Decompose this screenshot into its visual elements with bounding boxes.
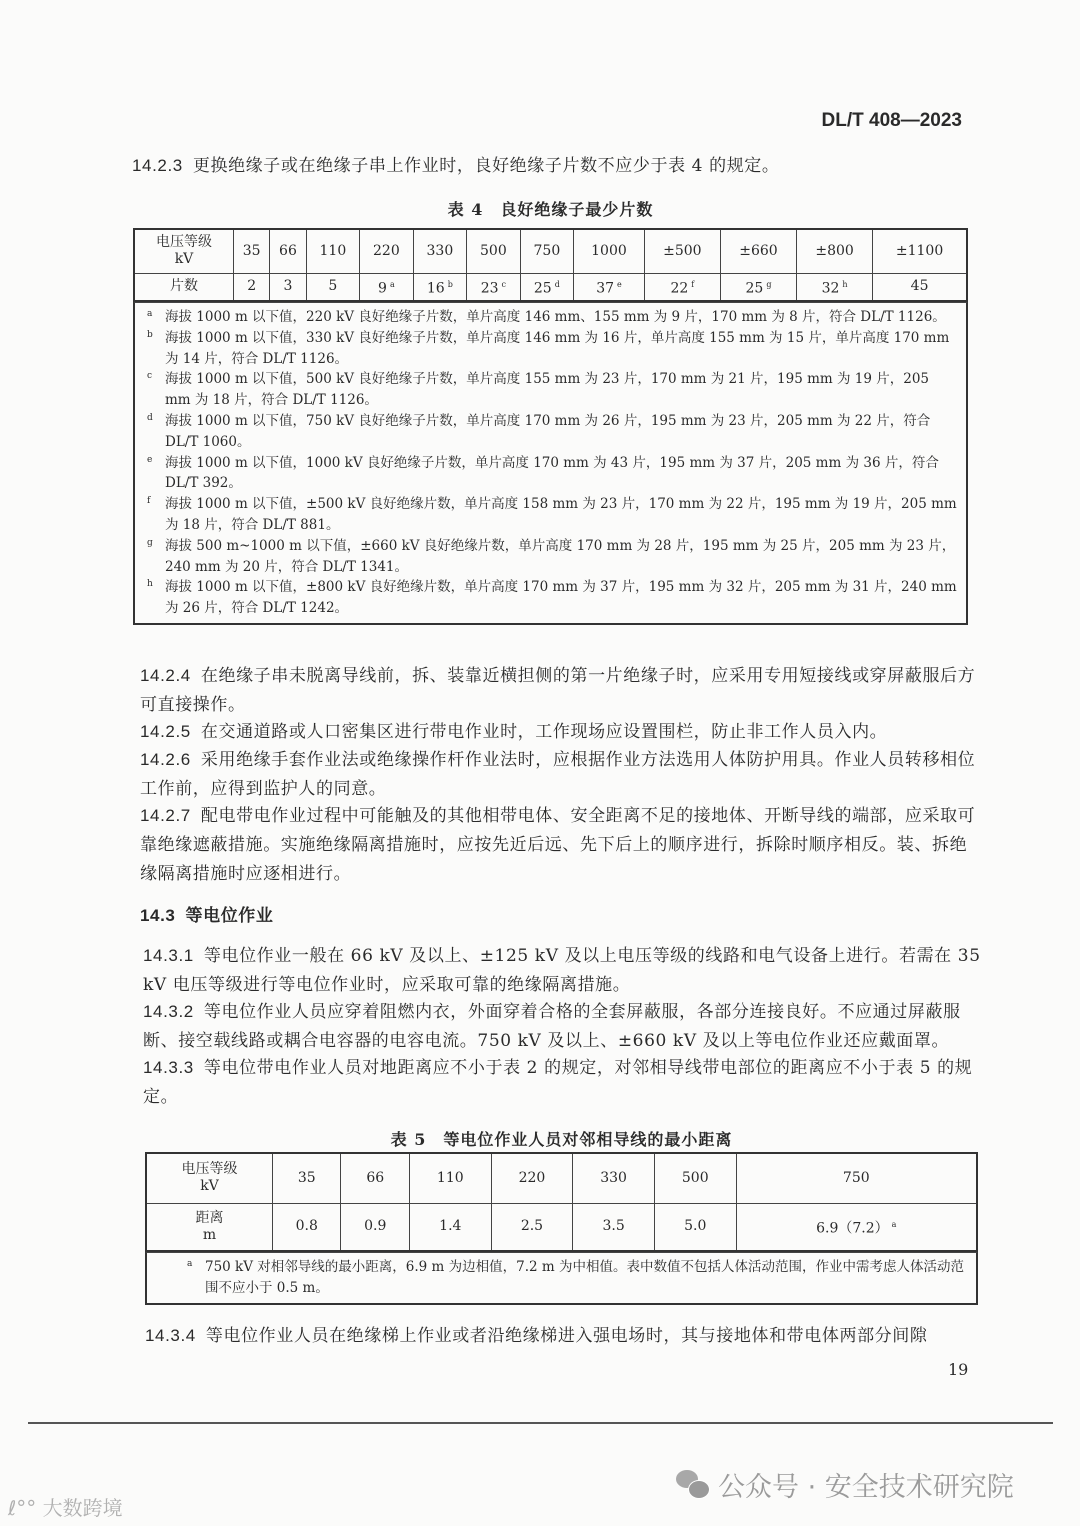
clause-14-2-7: 14.2.7 配电带电作业过程中可能触及的其他相带电体、安全距离不足的接地体、开断导线的端部，应采取可靠绝缘遮蔽措施。实施绝缘隔离措施时，应按先近后远、先下后上的顺序进行，拆除时顺序相反。装、拆绝缘隔离措施时应逐相进行。	[140, 806, 976, 884]
footnote-text: 海拔 1000 m 以下值，750 kV 良好绝缘子片数，单片高度 170 mm 为 26 片，195 mm 为 23 片，205 mm 为 22 片，符合 DL/T 1060。	[165, 412, 931, 450]
distance-cell	[409, 1203, 491, 1251]
count-value: 5	[328, 278, 338, 295]
corner-watermark: ℓ°° 大数跨境	[8, 1496, 123, 1520]
voltage-cell: 220	[360, 229, 414, 273]
table-note	[147, 411, 958, 453]
voltage-cell: 220	[491, 1153, 573, 1203]
count-cell	[520, 273, 574, 301]
count-value: 22	[670, 280, 689, 297]
page-number: 19	[948, 1360, 969, 1379]
footnote-mark: b	[147, 329, 153, 340]
distance-value: 0.8	[295, 1218, 318, 1235]
table-note	[147, 453, 958, 495]
footnote-mark: d	[147, 412, 153, 423]
distance-value: 5.0	[684, 1218, 707, 1235]
voltage-cell: 66	[341, 1153, 409, 1203]
voltage-cell: ±500	[644, 229, 720, 273]
wechat-icon	[676, 1470, 710, 1500]
footnote-text: 海拔 1000 m 以下值，±500 kV 良好绝缘片数，单片高度 158 mm 为 23 片，170 mm 为 22 片，195 mm 为 19 片，205 mm 为 18 片，符合 DL/T 881。	[165, 496, 957, 533]
table-note	[147, 369, 958, 411]
count-cell	[360, 273, 414, 301]
distance-value: 0.9	[364, 1218, 387, 1235]
row-header-distance: 距离 m	[146, 1203, 273, 1251]
footnote-text: 海拔 500 m~1000 m 以下值，±660 kV 良好绝缘片数，单片高度 170 mm 为 28 片，195 mm 为 25 片，205 mm 为 23 片，240 mm 为 20 片，符合 DL/T 1341。	[165, 537, 956, 575]
count-cell	[270, 273, 306, 301]
table-note	[147, 307, 958, 328]
voltage-cell: 110	[409, 1153, 491, 1203]
count-value: 32	[821, 280, 840, 297]
voltage-cell: 66	[270, 229, 306, 273]
table-4-notes	[133, 302, 968, 625]
voltage-cell: 1000	[574, 229, 645, 273]
distance-value: 2.5	[520, 1218, 544, 1235]
footnote-mark: b	[447, 279, 453, 289]
voltage-cell: 110	[306, 229, 360, 273]
clause-14-3-2: 14.3.2 等电位作业人员应穿着阻燃内衣，外面穿着合格的全套屏蔽服，各部分连接良好。不应通过屏蔽服断、接空载线路或耦合电容器的电容电流。750 kV 及以上、±660 kV 及以上等电位作业还应戴面罩。	[143, 1002, 961, 1051]
voltage-cell: ±1100	[873, 229, 967, 273]
footnote-mark: g	[147, 537, 153, 548]
clause-14-2-4: 14.2.4 在绝缘子串未脱离导线前，拆、装靠近横担侧的第一片绝缘子时，应采用专用短接线或穿屏蔽服后方可直接操作。	[140, 666, 976, 715]
count-cell	[467, 273, 521, 301]
clause-text: 更换绝缘子或在绝缘子串上作业时，良好绝缘子片数不应少于表 4 的规定。	[192, 156, 780, 176]
count-value: 3	[283, 278, 293, 295]
footnote-text: 海拔 1000 m 以下值，±800 kV 良好绝缘片数，单片高度 170 mm 为 37 片，195 mm 为 32 片，205 mm 为 31 片，240 mm 为 26 片，符合 DL/T 1242。	[165, 579, 957, 617]
footnote-mark: a	[891, 1219, 897, 1229]
footnote-mark: e	[147, 454, 153, 465]
footnote-mark: a	[147, 309, 153, 319]
count-value: 25	[533, 280, 552, 297]
footnote-mark: h	[842, 279, 848, 289]
count-cell	[797, 273, 873, 301]
table-5-note: a 750 kV 对相邻导线的最小距离，6.9 m 为边相值，7.2 m 为中相值。表中数值不包括人体活动范围，作业中需考虑人体活动范围不应小于 0.5 m。	[145, 1252, 978, 1305]
standard-code-header: DL/T 408—2023	[821, 110, 962, 131]
table-note	[147, 536, 958, 578]
section-14-3-heading: 14.3 等电位作业	[140, 906, 274, 926]
count-value: 9	[378, 280, 387, 297]
count-value: 16	[426, 280, 445, 297]
footnote-text: 海拔 1000 m 以下值，1000 kV 良好绝缘子片数，单片高度 170 mm 为 43 片，195 mm 为 37 片，205 mm 为 36 片，符合 DL/T 392。	[165, 454, 939, 492]
clause-14-2-5: 14.2.5 在交通道路或人口密集区进行带电作业时，工作现场应设置围栏，防止非工作人员入内。	[140, 722, 888, 742]
distance-cell	[273, 1203, 341, 1251]
wechat-watermark: 公众号 · 安全技术研究院	[676, 1465, 1014, 1504]
table-4	[133, 228, 968, 625]
voltage-cell: ±800	[797, 229, 873, 273]
clause-number: 14.2.3	[132, 156, 183, 175]
footnote-mark: c	[147, 371, 153, 382]
footnote-text: 海拔 1000 m 以下值，500 kV 良好绝缘子片数，单片高度 155 mm 为 23 片，170 mm 为 21 片，195 mm 为 19 片，205 mm 为 18 片，符合 DL/T 1126。	[165, 371, 930, 409]
count-cell	[413, 273, 467, 301]
footnote-text: 海拔 1000 m 以下值，220 kV 良好绝缘子片数，单片高度 146 mm、155 mm 为 9 片，170 mm 为 8 片，符合 DL/T 1126。	[165, 309, 946, 325]
table-5-title: 表 5 等电位作业人员对邻相导线的最小距离	[390, 1130, 733, 1149]
footnote-mark: e	[617, 279, 622, 289]
clause-14-3-3: 14.3.3 等电位带电作业人员对地距离应不小于表 2 的规定，对邻相导线带电部位的距离应不小于表 5 的规定。	[143, 1058, 973, 1107]
voltage-cell: 500	[467, 229, 521, 273]
distance-value: 3.5	[602, 1218, 625, 1235]
distance-cell	[736, 1203, 977, 1251]
voltage-cell: 750	[736, 1153, 977, 1203]
voltage-cell: 500	[654, 1153, 736, 1203]
table-note	[147, 577, 958, 619]
table-note	[147, 328, 958, 370]
clause-14-3-1: 14.3.1 等电位作业一般在 66 kV 及以上、±125 kV 及以上电压等级的线路和电气设备上进行。若需在 35 kV 电压等级进行等电位作业时，应采取可靠的绝缘隔离措施。	[143, 946, 981, 995]
row-header-voltage: 电压等级 kV	[134, 229, 234, 273]
distance-value: 6.9（7.2）	[816, 1220, 889, 1237]
count-value: 37	[596, 280, 615, 297]
clause-14-3-4: 14.3.4 等电位作业人员在绝缘梯上作业或者沿绝缘梯进入强电场时，其与接地体和带电体两部分间隙	[145, 1326, 928, 1346]
voltage-cell: 35	[234, 229, 270, 273]
count-cell	[720, 273, 796, 301]
voltage-cell: 330	[573, 1153, 655, 1203]
count-cell	[644, 273, 720, 301]
clause-14-2-3	[132, 151, 982, 181]
count-cell	[574, 273, 645, 301]
footnote-mark: c	[501, 279, 507, 289]
distance-cell	[654, 1203, 736, 1251]
count-value: 25	[745, 280, 764, 297]
count-cell	[234, 273, 270, 301]
count-value: 2	[247, 278, 257, 295]
voltage-cell: 35	[273, 1153, 341, 1203]
row-header-voltage: 电压等级 kV	[146, 1153, 273, 1203]
clause-14-2-6: 14.2.6 采用绝缘手套作业法或绝缘操作杆作业法时，应根据作业方法选用人体防护用具。作业人员转移相位工作前，应得到监护人的同意。	[140, 750, 976, 799]
table-note	[147, 494, 958, 536]
footnote-mark: f	[147, 496, 151, 507]
logo-icon: ℓ°°	[8, 1496, 43, 1520]
voltage-cell: ±660	[720, 229, 796, 273]
count-cell	[306, 273, 360, 301]
table-4-title: 表 4 良好绝缘子最少片数	[447, 200, 654, 219]
footnote-mark: a	[389, 279, 395, 289]
footnote-mark: h	[147, 579, 153, 590]
footnote-mark: d	[554, 279, 560, 289]
distance-cell	[573, 1203, 655, 1251]
count-value: 45	[910, 278, 929, 295]
count-cell	[873, 273, 967, 301]
footnote-mark: g	[766, 279, 772, 289]
distance-value: 1.4	[439, 1218, 462, 1235]
footer-divider	[28, 1422, 1053, 1424]
count-value: 23	[480, 280, 499, 297]
footnote-text: 海拔 1000 m 以下值，330 kV 良好绝缘子片数，单片高度 146 mm 为 16 片，单片高度 155 mm 为 15 片，单片高度 170 mm 为 14 片，符合 DL/T 1126。	[165, 329, 950, 367]
footnote-mark: f	[691, 279, 695, 289]
table-5	[145, 1152, 978, 1305]
distance-cell	[341, 1203, 409, 1251]
voltage-cell: 330	[413, 229, 467, 273]
distance-cell	[491, 1203, 573, 1251]
voltage-cell: 750	[520, 229, 574, 273]
row-header-count: 片数	[134, 273, 234, 301]
